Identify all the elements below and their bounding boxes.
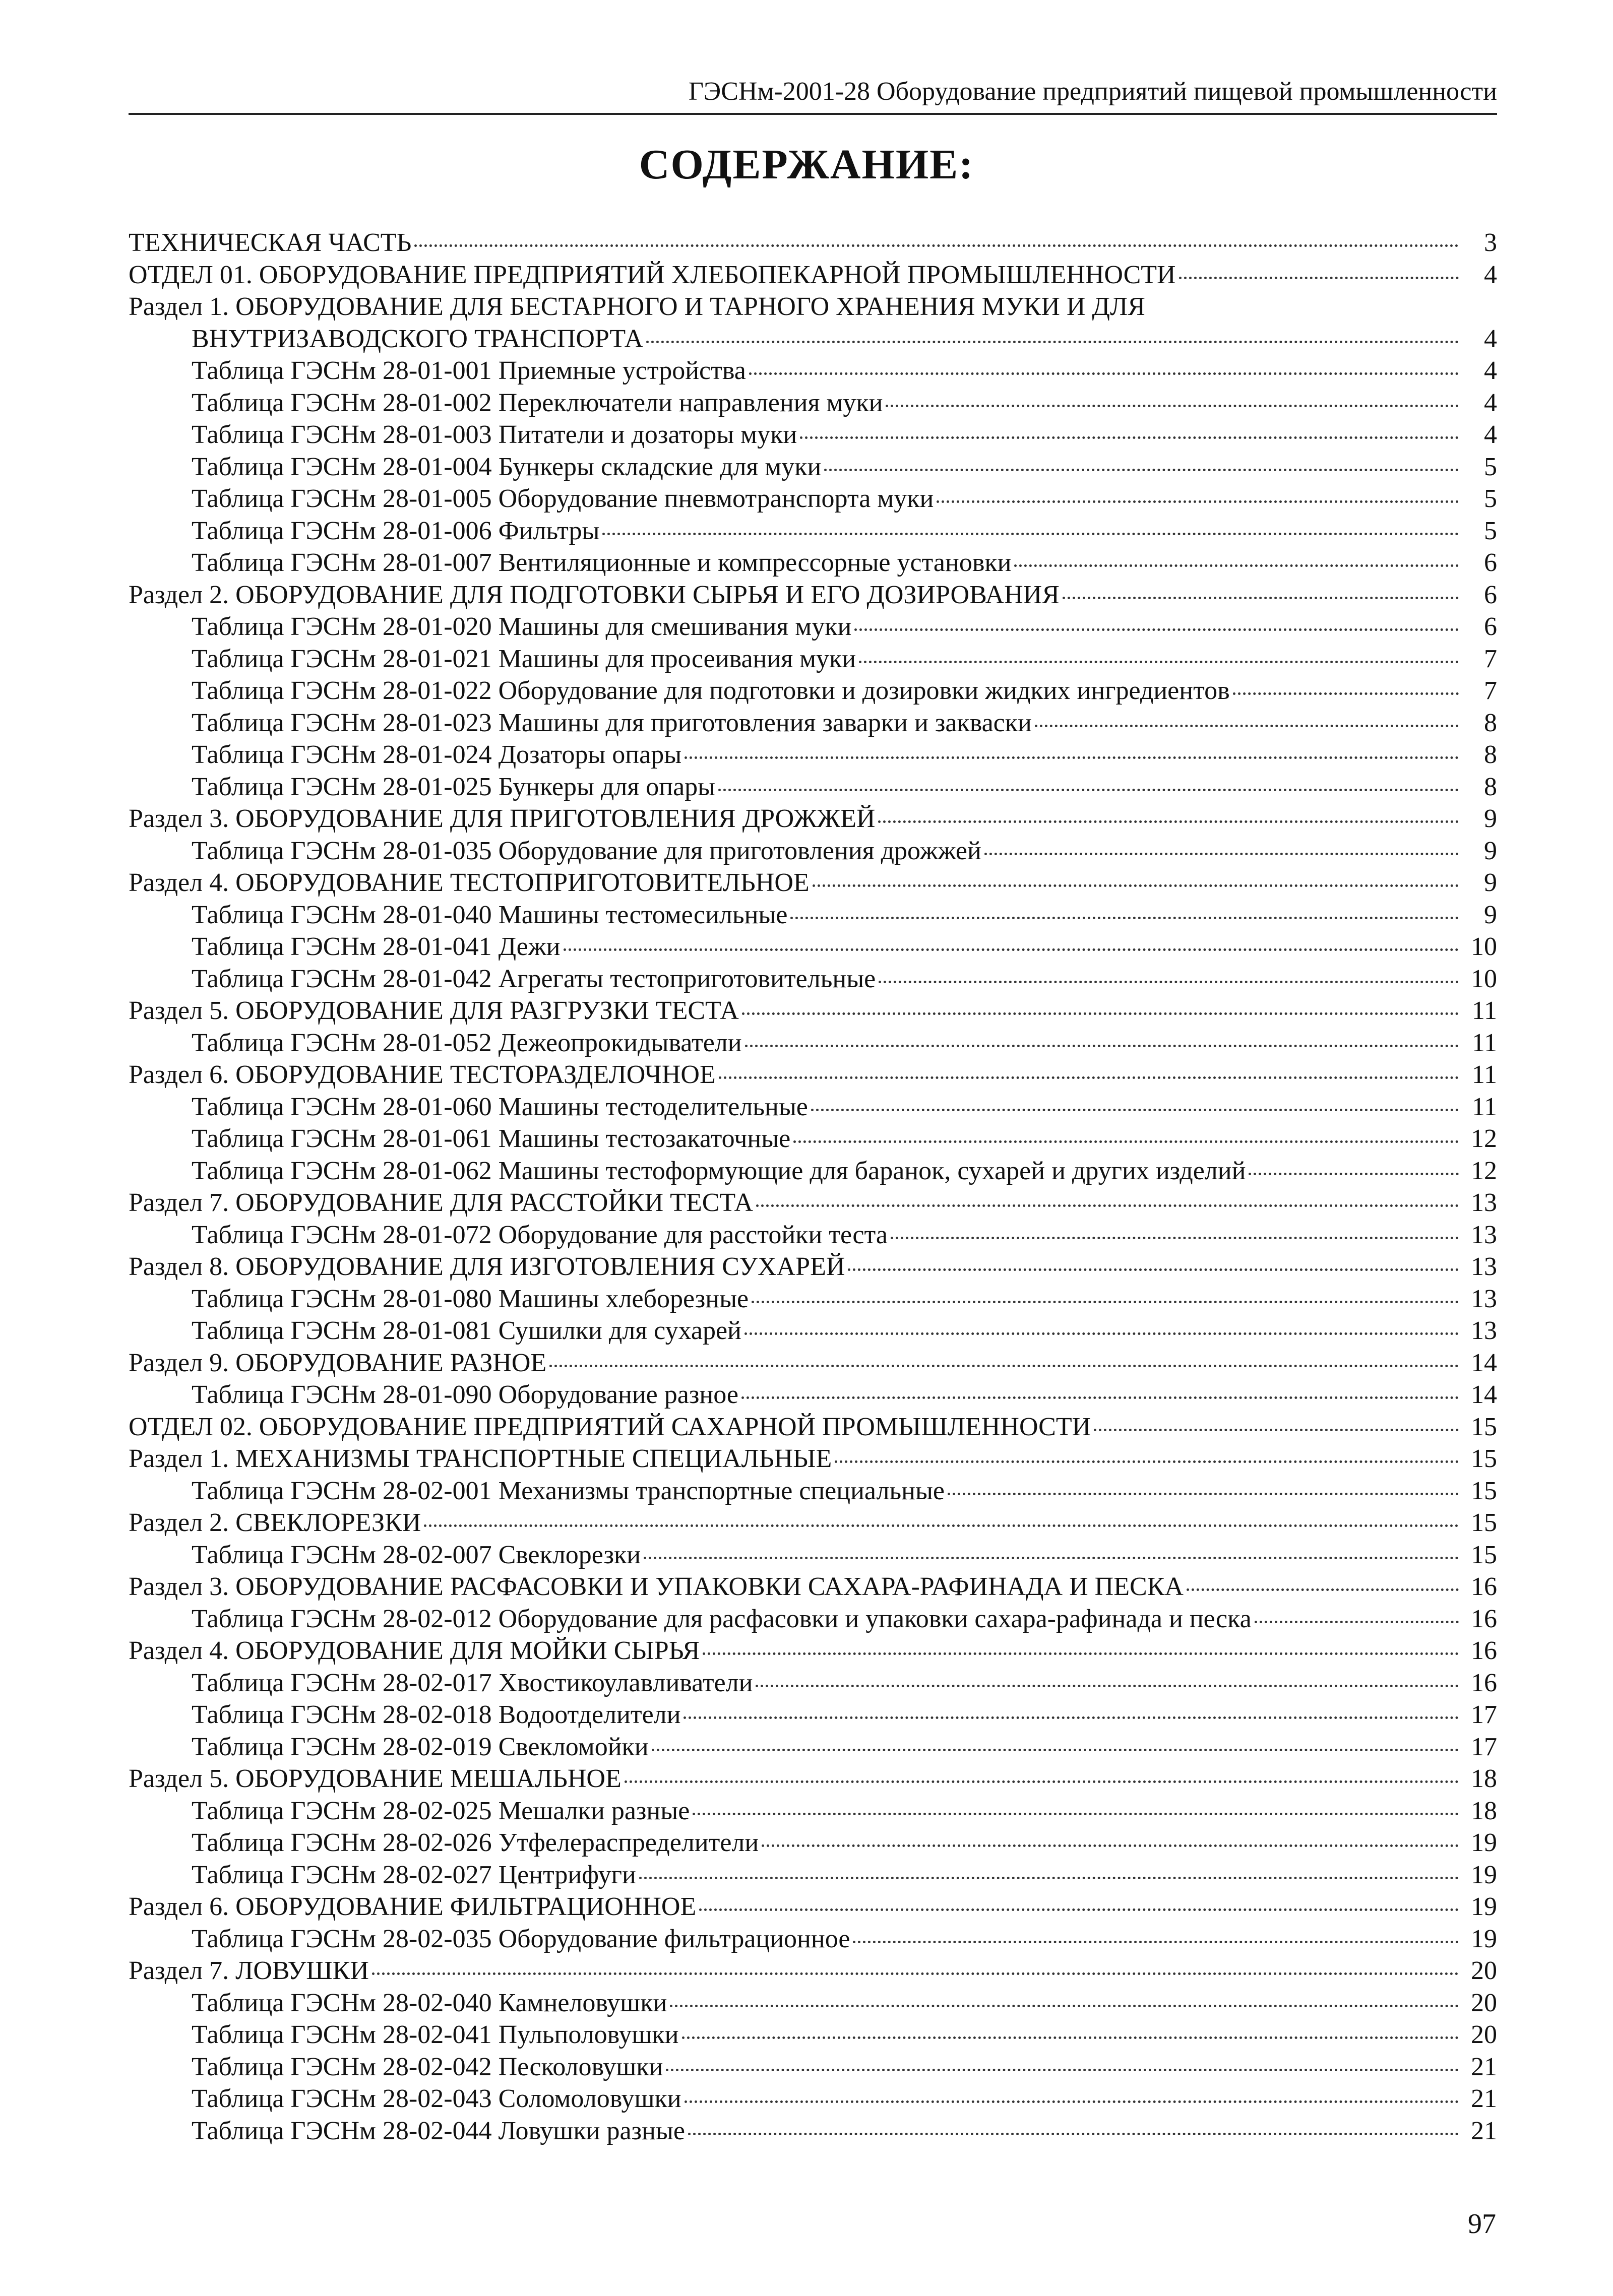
toc-entry[interactable] bbox=[129, 1795, 1497, 1827]
toc-entry[interactable] bbox=[129, 2115, 1497, 2147]
toc-entry[interactable] bbox=[129, 387, 1497, 419]
dot-leader bbox=[1035, 725, 1459, 727]
toc-entry-page: 21 bbox=[1471, 2084, 1497, 2113]
toc-entry[interactable] bbox=[129, 1443, 1497, 1475]
dot-leader bbox=[835, 1460, 1459, 1463]
dot-leader bbox=[1233, 692, 1459, 695]
dot-leader bbox=[652, 1749, 1459, 1751]
toc-entry[interactable] bbox=[129, 2051, 1497, 2083]
toc-entry-title: Таблица ГЭСНм 28-01-024 Дозаторы опары bbox=[192, 740, 682, 769]
dot-leader bbox=[414, 244, 1459, 247]
toc-entry-title: Таблица ГЭСНм 28-01-022 Оборудование для подготовки и дозировки жидких ингредиентов bbox=[192, 676, 1230, 705]
dot-leader bbox=[790, 917, 1459, 919]
toc-entry-title: Таблица ГЭСНм 28-01-035 Оборудование для приготовления дрожжей bbox=[192, 836, 981, 865]
dot-leader bbox=[682, 2036, 1459, 2039]
toc-entry-page: 16 bbox=[1471, 1636, 1497, 1665]
toc-entry-page: 21 bbox=[1471, 2116, 1497, 2145]
dot-leader bbox=[670, 2005, 1459, 2007]
toc-entry-page: 13 bbox=[1471, 1188, 1497, 1217]
dot-leader bbox=[703, 1652, 1459, 1655]
toc-entry-title: Раздел 2. СВЕКЛОРЕЗКИ bbox=[129, 1508, 421, 1537]
dot-leader bbox=[693, 1813, 1459, 1815]
toc-entry-title: Таблица ГЭСНм 28-01-005 Оборудование пневмотранспорта муки bbox=[192, 484, 934, 513]
toc-entry-title: Таблица ГЭСНм 28-01-041 Дежи bbox=[192, 932, 561, 961]
toc-entry-page: 4 bbox=[1484, 324, 1497, 353]
toc-entry-title: Таблица ГЭСНм 28-01-021 Машины для просеивания муки bbox=[192, 644, 856, 673]
toc-entry-page: 18 bbox=[1471, 1796, 1497, 1825]
toc-entry-title: Таблица ГЭСНм 28-02-042 Песколовушки bbox=[192, 2052, 663, 2081]
dot-leader bbox=[719, 1076, 1459, 1079]
toc-entry-title: Таблица ГЭСНм 28-01-061 Машины тестозакаточные bbox=[192, 1124, 791, 1153]
dot-leader bbox=[745, 1045, 1459, 1047]
toc-entry-title: Раздел 7. ЛОВУШКИ bbox=[129, 1956, 369, 1985]
toc-entry-title: Раздел 3. ОБОРУДОВАНИЕ ДЛЯ ПРИГОТОВЛЕНИЯ ДРОЖЖЕЙ bbox=[129, 804, 876, 833]
dot-leader bbox=[752, 1301, 1459, 1303]
toc-entry[interactable] bbox=[129, 739, 1497, 771]
toc-entry-page: 10 bbox=[1471, 932, 1497, 961]
dot-leader bbox=[745, 1332, 1459, 1335]
toc-entry-title: Раздел 6. ОБОРУДОВАНИЕ ФИЛЬТРАЦИОННОЕ bbox=[129, 1892, 697, 1921]
page-title: СОДЕРЖАНИЕ: bbox=[639, 141, 974, 188]
dot-leader bbox=[886, 405, 1459, 407]
dot-leader bbox=[688, 2133, 1459, 2135]
page-number: 97 bbox=[1468, 2208, 1496, 2240]
toc-entry[interactable] bbox=[129, 1219, 1497, 1251]
toc-entry-page: 13 bbox=[1471, 1284, 1497, 1313]
toc-entry-title: Раздел 1. ОБОРУДОВАНИЕ ДЛЯ БЕСТАРНОГО И ТАРНОГО ХРАНЕНИЯ МУКИ И ДЛЯ bbox=[129, 292, 1145, 321]
dot-leader bbox=[1255, 1621, 1459, 1623]
toc-entry-page: 14 bbox=[1471, 1380, 1497, 1409]
toc-entry-title: Таблица ГЭСНм 28-01-040 Машины тестомесильные bbox=[192, 900, 788, 929]
dot-leader bbox=[984, 853, 1459, 855]
toc-entry[interactable] bbox=[129, 547, 1497, 579]
toc-entry-title: Таблица ГЭСНм 28-01-020 Машины для смешивания муки bbox=[192, 612, 852, 641]
toc-entry-page: 5 bbox=[1484, 516, 1497, 545]
toc-entry-page: 4 bbox=[1484, 420, 1497, 449]
toc-entry[interactable] bbox=[129, 1315, 1497, 1347]
toc-entry-title: Таблица ГЭСНм 28-01-003 Питатели и дозаторы муки bbox=[192, 420, 797, 449]
dot-leader bbox=[813, 884, 1459, 887]
toc-entry[interactable] bbox=[129, 1891, 1497, 1923]
toc-entry[interactable] bbox=[129, 1635, 1497, 1667]
dot-leader bbox=[824, 469, 1459, 471]
toc-entry[interactable] bbox=[129, 995, 1497, 1027]
toc-entry[interactable] bbox=[129, 707, 1497, 739]
toc-entry-title: Таблица ГЭСНм 28-01-060 Машины тестоделительные bbox=[192, 1092, 808, 1121]
toc-entry-title: Таблица ГЭСНм 28-02-027 Центрифуги bbox=[192, 1860, 636, 1889]
toc-entry[interactable] bbox=[129, 323, 1497, 355]
toc-entry-page: 15 bbox=[1471, 1444, 1497, 1473]
toc-entry[interactable] bbox=[129, 803, 1497, 835]
toc-entry-title: Таблица ГЭСНм 28-01-080 Машины хлеборезные bbox=[192, 1284, 749, 1313]
toc-entry-page: 16 bbox=[1471, 1572, 1497, 1601]
toc-entry-title: Раздел 2. ОБОРУДОВАНИЕ ДЛЯ ПОДГОТОВКИ СЫРЬЯ И ЕГО ДОЗИРОВАНИЯ bbox=[129, 580, 1060, 609]
dot-leader bbox=[1179, 277, 1459, 279]
toc-entry-title: Раздел 8. ОБОРУДОВАНИЕ ДЛЯ ИЗГОТОВЛЕНИЯ СУХАРЕЙ bbox=[129, 1252, 845, 1281]
dot-leader bbox=[878, 820, 1459, 823]
toc-entry[interactable] bbox=[129, 1123, 1497, 1155]
dot-leader bbox=[811, 1109, 1459, 1111]
toc-entry-page: 8 bbox=[1484, 708, 1497, 737]
dot-leader bbox=[1187, 1588, 1459, 1591]
toc-entry-title: Таблица ГЭСНм 28-02-040 Камнеловушки bbox=[192, 1988, 667, 2017]
toc-entry-page: 11 bbox=[1471, 996, 1497, 1025]
dot-leader bbox=[1014, 564, 1459, 567]
dot-leader bbox=[793, 1140, 1459, 1143]
toc-entry-page: 7 bbox=[1484, 676, 1497, 705]
toc-entry[interactable] bbox=[129, 899, 1497, 931]
toc-entry-title: Раздел 5. ОБОРУДОВАНИЕ МЕШАЛЬНОЕ bbox=[129, 1764, 622, 1793]
toc-entry-page: 9 bbox=[1484, 804, 1497, 833]
toc-entry-page: 6 bbox=[1484, 612, 1497, 641]
toc-entry-title: Раздел 6. ОБОРУДОВАНИЕ ТЕСТОРАЗДЕЛОЧНОЕ bbox=[129, 1060, 716, 1089]
toc-entry-title: Таблица ГЭСНм 28-02-041 Пульполовушки bbox=[192, 2020, 679, 2049]
toc-entry-page: 9 bbox=[1484, 900, 1497, 929]
toc-entry-title: Таблица ГЭСНм 28-02-019 Свекломойки bbox=[192, 1732, 649, 1761]
toc-entry[interactable] bbox=[129, 2083, 1497, 2115]
dot-leader bbox=[891, 1237, 1459, 1239]
toc-entry[interactable] bbox=[129, 835, 1497, 867]
toc-entry-page: 8 bbox=[1484, 740, 1497, 769]
toc-entry-page: 19 bbox=[1471, 1924, 1497, 1953]
dot-leader bbox=[879, 981, 1459, 983]
toc-entry-title: Таблица ГЭСНм 28-01-072 Оборудование для расстойки теста bbox=[192, 1220, 888, 1249]
dot-leader bbox=[639, 1877, 1459, 1879]
toc-entry-page: 20 bbox=[1471, 1988, 1497, 2017]
toc-entry-page: 15 bbox=[1471, 1476, 1497, 1505]
toc-entry[interactable] bbox=[129, 1155, 1497, 1187]
toc-entry-page: 12 bbox=[1471, 1124, 1497, 1153]
toc-entry-page: 17 bbox=[1471, 1700, 1497, 1729]
toc-entry-title: Раздел 7. ОБОРУДОВАНИЕ ДЛЯ РАССТОЙКИ ТЕСТА bbox=[129, 1188, 754, 1217]
toc-entry-title: Таблица ГЭСНм 28-01-052 Дежеопрокидыватели bbox=[192, 1028, 742, 1057]
dot-leader bbox=[853, 1941, 1459, 1943]
toc-entry-page: 11 bbox=[1471, 1060, 1497, 1089]
toc-entry-title: Таблица ГЭСНм 28-02-043 Соломоловушки bbox=[192, 2084, 681, 2113]
toc-entry[interactable] bbox=[129, 451, 1497, 483]
toc-entry-title: ОТДЕЛ 01. ОБОРУДОВАНИЕ ПРЕДПРИЯТИЙ ХЛЕБОПЕКАРНОЙ ПРОМЫШЛЕННОСТИ bbox=[129, 260, 1176, 289]
toc-entry-page: 11 bbox=[1471, 1028, 1497, 1057]
toc-entry-page: 12 bbox=[1471, 1156, 1497, 1185]
toc-entry[interactable] bbox=[129, 1475, 1497, 1507]
toc-entry-page: 13 bbox=[1471, 1252, 1497, 1281]
toc-entry[interactable] bbox=[129, 291, 1497, 323]
dot-leader bbox=[854, 628, 1459, 631]
toc-entry[interactable] bbox=[129, 1667, 1497, 1699]
dot-leader bbox=[937, 500, 1459, 503]
toc-entry[interactable] bbox=[129, 259, 1497, 291]
toc-entry[interactable] bbox=[129, 611, 1497, 643]
toc-entry-title: Таблица ГЭСНм 28-01-004 Бункеры складские для муки bbox=[192, 452, 822, 481]
toc-entry-title: Таблица ГЭСНм 28-01-042 Агрегаты тестоприготовительные bbox=[192, 964, 876, 993]
toc-entry-page: 19 bbox=[1471, 1860, 1497, 1889]
dot-leader bbox=[756, 1204, 1459, 1207]
dot-leader bbox=[749, 372, 1459, 375]
dot-leader bbox=[741, 1396, 1459, 1399]
toc-entry-page: 15 bbox=[1471, 1412, 1497, 1441]
toc-entry-page: 9 bbox=[1484, 836, 1497, 865]
toc-entry-page: 15 bbox=[1471, 1508, 1497, 1537]
toc-entry[interactable] bbox=[129, 515, 1497, 547]
toc-entry-page: 9 bbox=[1484, 868, 1497, 897]
toc-entry[interactable] bbox=[129, 1187, 1497, 1219]
toc-entry-title: Раздел 5. ОБОРУДОВАНИЕ ДЛЯ РАЗГРУЗКИ ТЕСТА bbox=[129, 996, 739, 1025]
toc-entry-title: Таблица ГЭСНм 28-01-062 Машины тестоформующие для баранок, сухарей и других изделий bbox=[192, 1156, 1246, 1185]
toc-entry[interactable] bbox=[129, 1827, 1497, 1859]
toc-entry-page: 11 bbox=[1471, 1092, 1497, 1121]
toc-entry-title: Таблица ГЭСНм 28-01-001 Приемные устройства bbox=[192, 356, 746, 385]
dot-leader bbox=[718, 789, 1459, 791]
dot-leader bbox=[699, 1908, 1459, 1911]
dot-leader bbox=[685, 2100, 1459, 2103]
toc-entry[interactable] bbox=[129, 1411, 1497, 1443]
toc-entry-page: 6 bbox=[1484, 580, 1497, 609]
toc-entry-title: Таблица ГЭСНм 28-01-025 Бункеры для опары bbox=[192, 772, 716, 801]
dot-leader bbox=[372, 1972, 1459, 1975]
toc-entry[interactable] bbox=[129, 1283, 1497, 1315]
toc-entry[interactable] bbox=[129, 1923, 1497, 1955]
toc-entry[interactable] bbox=[129, 579, 1497, 611]
toc-entry[interactable] bbox=[129, 1091, 1497, 1123]
toc-entry[interactable] bbox=[129, 1699, 1497, 1731]
toc-entry-title: Таблица ГЭСНм 28-02-012 Оборудование для расфасовки и упаковки сахара-рафинада и песка bbox=[192, 1604, 1252, 1633]
toc-entry-title: Таблица ГЭСНм 28-02-025 Мешалки разные bbox=[192, 1796, 690, 1825]
toc-entry-page: 13 bbox=[1471, 1316, 1497, 1345]
dot-leader bbox=[666, 2069, 1459, 2071]
toc-entry-title: Таблица ГЭСНм 28-01-090 Оборудование разное bbox=[192, 1380, 738, 1409]
toc-entry-page: 17 bbox=[1471, 1732, 1497, 1761]
table-of-contents bbox=[129, 227, 1497, 2147]
toc-entry-title: ТЕХНИЧЕСКАЯ ЧАСТЬ bbox=[129, 228, 412, 257]
dot-leader bbox=[859, 661, 1459, 663]
dot-leader bbox=[564, 948, 1459, 951]
toc-entry-page: 4 bbox=[1484, 356, 1497, 385]
toc-entry-title: Таблица ГЭСНм 28-02-026 Утфелераспределители bbox=[192, 1828, 759, 1857]
dot-leader bbox=[684, 1716, 1459, 1719]
toc-entry-page: 18 bbox=[1471, 1764, 1497, 1793]
toc-entry-page: 14 bbox=[1471, 1348, 1497, 1377]
toc-entry[interactable] bbox=[129, 2019, 1497, 2051]
toc-entry[interactable] bbox=[129, 1763, 1497, 1795]
toc-entry[interactable] bbox=[129, 1859, 1497, 1891]
toc-entry-page: 7 bbox=[1484, 644, 1497, 673]
dot-leader bbox=[848, 1268, 1459, 1271]
toc-entry-page: 19 bbox=[1471, 1828, 1497, 1857]
toc-entry[interactable] bbox=[129, 675, 1497, 707]
toc-entry[interactable] bbox=[129, 355, 1497, 387]
toc-entry-page: 20 bbox=[1471, 1956, 1497, 1985]
toc-entry[interactable] bbox=[129, 1379, 1497, 1411]
toc-entry-title: Таблица ГЭСНм 28-01-081 Сушилки для сухарей bbox=[192, 1316, 741, 1345]
toc-entry-title: Таблица ГЭСНм 28-02-044 Ловушки разные bbox=[192, 2116, 685, 2145]
toc-entry-page: 4 bbox=[1484, 260, 1497, 289]
toc-entry-title: ВНУТРИЗАВОДСКОГО ТРАНСПОРТА bbox=[192, 324, 644, 353]
toc-entry-page: 16 bbox=[1471, 1604, 1497, 1633]
dot-leader bbox=[800, 436, 1459, 439]
dot-leader bbox=[742, 1012, 1459, 1015]
toc-entry-title: Таблица ГЭСНм 28-02-007 Свеклорезки bbox=[192, 1540, 641, 1569]
toc-entry-title: Таблица ГЭСНм 28-01-006 Фильтры bbox=[192, 516, 600, 545]
dot-leader bbox=[602, 533, 1459, 535]
toc-entry-title: Таблица ГЭСНм 28-01-023 Машины для приготовления заварки и закваски bbox=[192, 708, 1032, 737]
toc-entry-page: 16 bbox=[1471, 1668, 1497, 1697]
toc-entry-title: Таблица ГЭСНм 28-02-001 Механизмы транспортные специальные bbox=[192, 1476, 945, 1505]
toc-entry-title: Раздел 1. МЕХАНИЗМЫ ТРАНСПОРТНЫЕ СПЕЦИАЛЬНЫЕ bbox=[129, 1444, 832, 1473]
dot-leader bbox=[948, 1493, 1459, 1495]
toc-entry[interactable] bbox=[129, 643, 1497, 675]
toc-entry[interactable] bbox=[129, 771, 1497, 803]
toc-entry-title: ОТДЕЛ 02. ОБОРУДОВАНИЕ ПРЕДПРИЯТИЙ САХАРНОЙ ПРОМЫШЛЕННОСТИ bbox=[129, 1412, 1091, 1441]
running-header: ГЭСНм-2001-28 Оборудование предприятий пищевой промышленности bbox=[129, 76, 1497, 115]
dot-leader bbox=[762, 1844, 1459, 1847]
toc-entry[interactable] bbox=[129, 1251, 1497, 1283]
toc-entry[interactable] bbox=[129, 1955, 1497, 1987]
toc-entry-title: Раздел 4. ОБОРУДОВАНИЕ ТЕСТОПРИГОТОВИТЕЛЬНОЕ bbox=[129, 868, 810, 897]
dot-leader bbox=[1094, 1429, 1459, 1431]
toc-entry[interactable] bbox=[129, 1059, 1497, 1091]
toc-entry-title: Таблица ГЭСНм 28-02-017 Хвостикоулавливатели bbox=[192, 1668, 753, 1697]
dot-leader bbox=[685, 756, 1459, 759]
toc-entry-page: 10 bbox=[1471, 964, 1497, 993]
dot-leader bbox=[1063, 597, 1459, 599]
toc-entry[interactable] bbox=[129, 1347, 1497, 1379]
toc-entry-page: 20 bbox=[1471, 2020, 1497, 2049]
toc-entry-title: Таблица ГЭСНм 28-02-018 Водоотделители bbox=[192, 1700, 681, 1729]
toc-entry-title: Таблица ГЭСНм 28-01-002 Переключатели направления муки bbox=[192, 388, 883, 417]
toc-entry-page: 21 bbox=[1471, 2052, 1497, 2081]
toc-entry[interactable] bbox=[129, 1731, 1497, 1763]
dot-leader bbox=[549, 1365, 1459, 1367]
toc-entry-title: Таблица ГЭСНм 28-01-007 Вентиляционные и компрессорные установки bbox=[192, 548, 1012, 577]
toc-entry[interactable] bbox=[129, 931, 1497, 963]
toc-entry[interactable] bbox=[129, 1507, 1497, 1539]
toc-entry[interactable] bbox=[129, 1987, 1497, 2019]
dot-leader bbox=[625, 1780, 1459, 1783]
toc-entry-page: 5 bbox=[1484, 452, 1497, 481]
toc-entry[interactable] bbox=[129, 419, 1497, 451]
toc-entry-title: Таблица ГЭСНм 28-02-035 Оборудование фильтрационное bbox=[192, 1924, 850, 1953]
toc-entry-title: Раздел 3. ОБОРУДОВАНИЕ РАСФАСОВКИ И УПАКОВКИ САХАРА-РАФИНАДА И ПЕСКА bbox=[129, 1572, 1184, 1601]
dot-leader bbox=[644, 1557, 1459, 1559]
toc-entry[interactable] bbox=[129, 963, 1497, 995]
toc-entry[interactable] bbox=[129, 1539, 1497, 1571]
toc-entry-page: 15 bbox=[1471, 1540, 1497, 1569]
dot-leader bbox=[1249, 1173, 1459, 1175]
toc-entry[interactable] bbox=[129, 867, 1497, 899]
toc-entry-page: 13 bbox=[1471, 1220, 1497, 1249]
toc-entry-page: 6 bbox=[1484, 548, 1497, 577]
toc-entry-page: 3 bbox=[1484, 228, 1497, 257]
toc-entry-page: 19 bbox=[1471, 1892, 1497, 1921]
toc-entry-title: Раздел 9. ОБОРУДОВАНИЕ РАЗНОЕ bbox=[129, 1348, 547, 1377]
toc-entry[interactable] bbox=[129, 483, 1497, 515]
dot-leader bbox=[424, 1524, 1459, 1527]
toc-entry[interactable] bbox=[129, 227, 1497, 259]
toc-entry-page: 5 bbox=[1484, 484, 1497, 513]
toc-entry-page: 8 bbox=[1484, 772, 1497, 801]
dot-leader bbox=[756, 1685, 1459, 1687]
toc-entry[interactable] bbox=[129, 1571, 1497, 1603]
toc-entry-page: 4 bbox=[1484, 388, 1497, 417]
toc-entry-title: Раздел 4. ОБОРУДОВАНИЕ ДЛЯ МОЙКИ СЫРЬЯ bbox=[129, 1636, 700, 1665]
toc-entry[interactable] bbox=[129, 1603, 1497, 1635]
dot-leader bbox=[646, 341, 1459, 343]
toc-entry[interactable] bbox=[129, 1027, 1497, 1059]
